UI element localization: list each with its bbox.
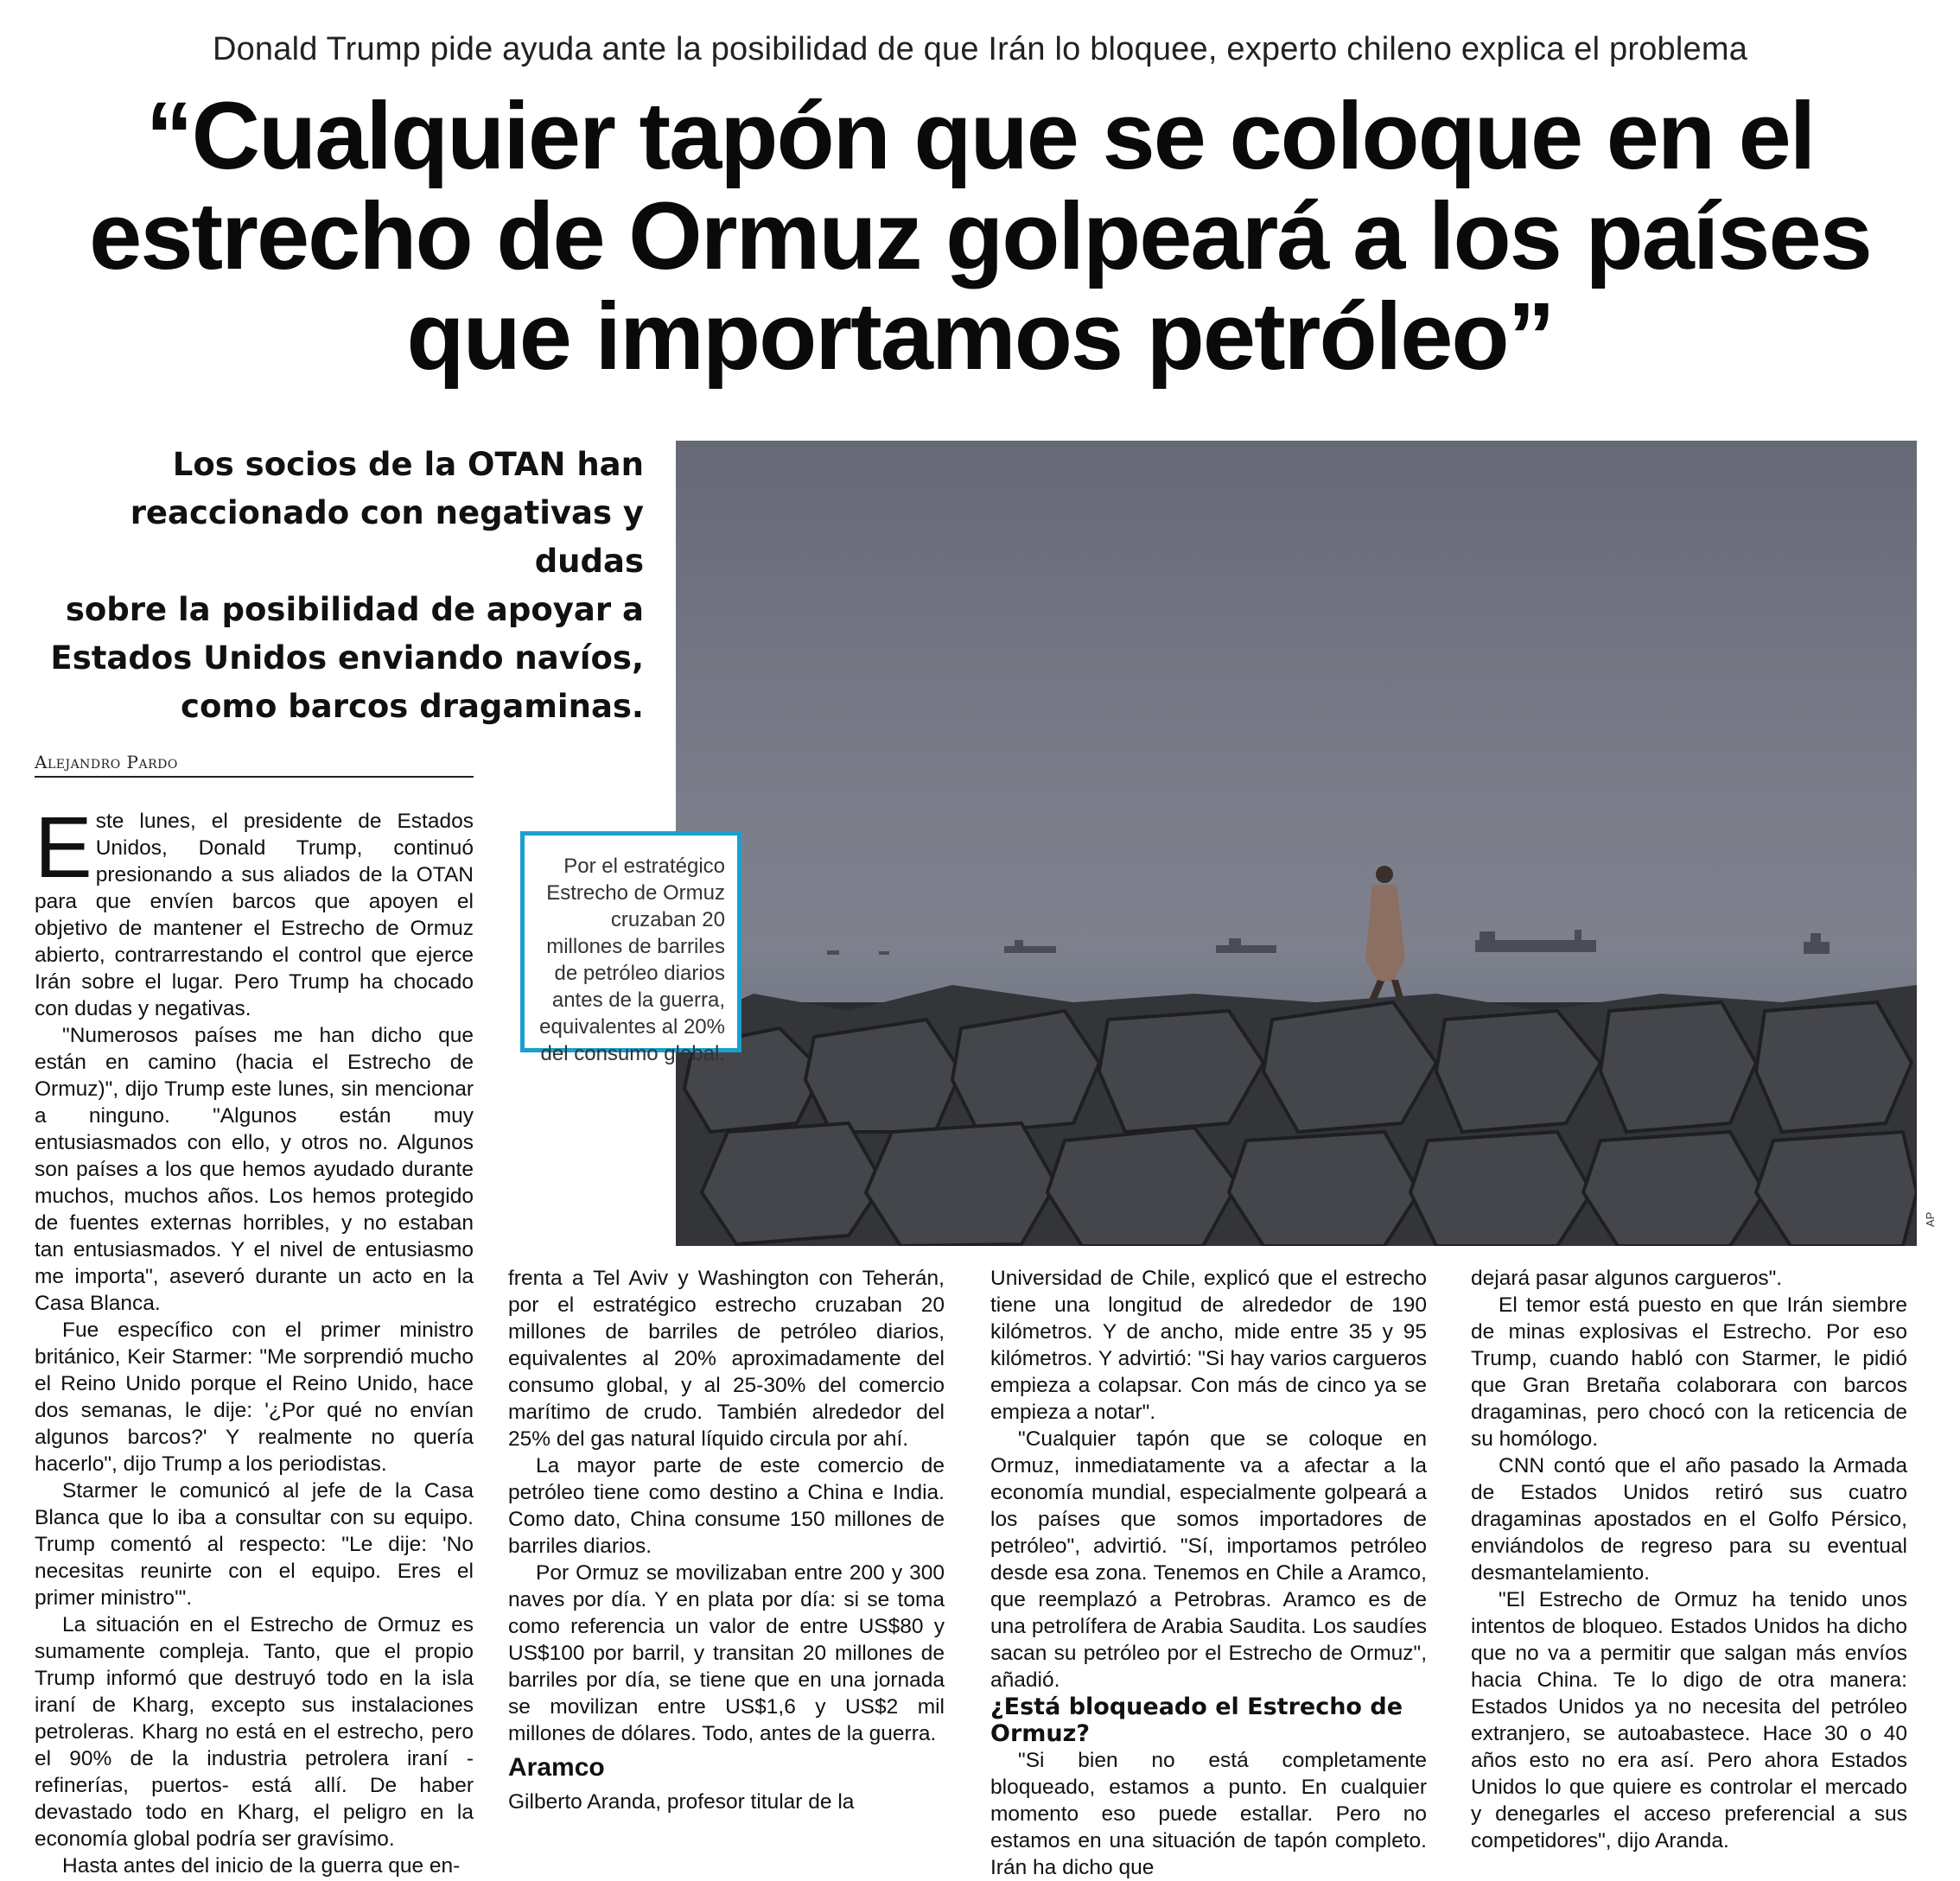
paragraph: CNN contó que el año pasado la Armada de Estados Unidos retiró sus cuatro dragaminas apostados en el Golfo Pérsico, enviándolos de regreso para su eventual desmantelamiento. (1471, 1454, 1907, 1585)
article-column-4 (1471, 1265, 1907, 1854)
paragraph: Gilberto Aranda, profesor titular de la (508, 1790, 855, 1814)
deck-line-4: Estados Unidos enviando navíos, (50, 639, 644, 677)
caption-line-4: millones de barriles (546, 935, 725, 958)
caption-line-6: antes de la guerra, (551, 988, 725, 1012)
deck-line-1: Los socios de la OTAN han (172, 446, 644, 483)
caption-line-7: equivalentes al 20% (539, 1015, 725, 1039)
main-photo (676, 441, 1917, 1246)
article-column-3 (990, 1265, 1427, 1881)
article-column-2 (508, 1265, 945, 1815)
paragraph: "Cualquier tapón que se coloque en Ormuz, inmediatamente va a afectar a la economía mundial, especialmente golpeará a los países que somos importadores de petróleo", advirtió. "Sí, importamos petróleo desde esa zona. Tenemos en Chile a Aramco, que reemplazó a Petrobras. Aramco es de una petrolífera de Arabia Saudita. Los saudíes sacan su petróleo por el Estrecho de Ormuz", añadió. (990, 1427, 1427, 1692)
subheading-bloqueo: ¿Está bloqueado el Estrecho de Ormuz? (990, 1694, 1403, 1747)
caption-line-1: Por el estratégico (563, 855, 725, 878)
headline (52, 83, 1908, 390)
deck-line-2: reaccionado con negativas y dudas (130, 494, 644, 580)
paragraph: Fue específico con el primer ministro británico, Keir Starmer: "Me sorprendió mucho el Reino Unido porque el Reino Unido, hace dos semanas, le dije: '¿Por qué no envían algunos barcos?' Y realmente no quería hacerlo", dijo Trump a los periodistas. (35, 1319, 474, 1476)
caption-line-2: Estrecho de Ormuz (546, 881, 725, 905)
headline-line-1: “Cualquier tapón que se coloque en el (145, 83, 1815, 189)
paragraph: "El Estrecho de Ormuz ha tenido unos intentos de bloqueo. Estados Unidos ha dicho que no va a permitir que salgan más envíos hacia China. Te lo digo de otra manera: Estados Unidos ya no necesita del petróleo extranjero, se autoabastece. Hace 30 o 40 años esto no era así. Pero ahora Estados Unidos lo que quiere es controlar el mercado y denegarles el acceso preferencial a sus competidores", dijo Aranda. (1471, 1588, 1907, 1852)
caption-line-8: del consumo global. (540, 1042, 725, 1065)
paragraph: "Numerosos países me han dicho que están en camino (hacia el Estrecho de Ormuz)", dijo Trump este lunes, sin mencionar a ninguno. "Algunos están muy entusiasmados con ello, y otros no. Algunos son países a los que hemos ayudado durante muchos, muchos años. Los hemos protegido de fuentes externas horribles, y no estaban tan entusiasmados. Y el nivel de entusiasmo me importa", aseveró durante un acto en la Casa Blanca. (35, 1024, 474, 1315)
paragraph: "Si bien no está completamente bloqueado, estamos a punto. En cualquier momento eso puede estallar. Pero no estamos en una situación de tapón completo. Irán ha dicho que (990, 1749, 1427, 1879)
paragraph: Starmer le comunicó al jefe de la Casa Blanca que lo iba a consultar con su equipo. Trump comentó al respecto: "Le dije: 'No necesitas reunirte con el equipo. Eres el primer ministro'". (35, 1479, 474, 1610)
deck-line-3: sobre la posibilidad de apoyar a (65, 591, 644, 628)
sky (676, 441, 1917, 959)
caption-line-5: de petróleo diarios (554, 962, 725, 985)
headline-line-3: que importamos petróleo” (406, 283, 1554, 390)
deck-summary (35, 441, 644, 731)
paragraph: Por Ormuz se movilizaban entre 200 y 300 naves por día. Y en plata por día: si se toma como referencia un valor de entre US$80 y US$100 por barril, y transitan 20 millones de barriles por día, se tiene que en una jornada se movilizan entre US$1,6 y US$2 mil millones de dólares. Todo, antes de la guerra. (508, 1561, 945, 1745)
paragraph: La situación en el Estrecho de Ormuz es sumamente compleja. Tanto, que el propio Trump informó que destruyó todo en la isla iraní de Kharg, excepto sus instalaciones petroleras. Kharg no está en el estrecho, pero el 90% de la industria petrolera iraní -refinerías, puertos- está allí. De haber devastado todo en Kharg, el peligro en la economía global podría ser gravísimo. (35, 1613, 474, 1851)
deck-line-5: como barcos dragaminas. (181, 688, 644, 725)
article-column-1 (35, 799, 474, 1879)
paragraph: Universidad de Chile, explicó que el estrecho tiene una longitud de alrededor de 190 kilómetros. Y de ancho, mide entre 35 y 95 kilómetros. Y advirtió: "Si hay varios cargueros empieza a colapsar. Con más de cinco ya se empieza a notar". (990, 1267, 1427, 1424)
breakwater-rocks (676, 985, 1917, 1246)
paragraph: dejará pasar algunos cargueros". (1471, 1267, 1783, 1290)
paragraph: Hasta antes del inicio de la guerra que en- (62, 1854, 461, 1878)
photo-illustration (676, 441, 1917, 1246)
paragraph (35, 799, 474, 1022)
kicker: Donald Trump pide ayuda ante la posibilidad de que Irán lo bloquee, experto chileno explica el problema (212, 31, 1748, 67)
subheading-aramco: Aramco (508, 1753, 605, 1782)
byline: Alejandro Pardo (35, 752, 474, 778)
paragraph: La mayor parte de este comercio de petróleo tiene como destino a China e India. Como dato, China consume 150 millones de barriles diarios. (508, 1454, 945, 1558)
paragraph-text: ste lunes, el presidente de Estados Unidos, Donald Trump, continuó presionando a sus aliados de la OTAN para que envíen barcos que apoyen el objetivo de mantener el Estrecho de Ormuz abierto, contrarrestando el control que ejerce Irán sobre el lugar. Pero Trump ha chocado con dudas y negativas. (35, 810, 474, 1020)
photo-caption-box (520, 831, 741, 1065)
headline-line-2: estrecho de Ormuz golpeará a los países (89, 183, 1871, 289)
caption-line-3: cruzaban 20 (610, 908, 725, 931)
paragraph: El temor está puesto en que Irán siembre de minas explosivas el Estrecho. Por eso Trump, cuando habló con Starmer, le pidió que Gran Bretaña colaborara con barcos dragaminas, pero chocó con la reticencia de su homólogo. (1471, 1293, 1907, 1451)
drop-cap: E (35, 799, 92, 896)
photo-credit: AP (1924, 1211, 1937, 1227)
paragraph: frenta a Tel Aviv y Washington con Teherán, por el estratégico estrecho cruzaban 20 millones de barriles de petróleo diarios, equivalentes al 20% aproximadamente del consumo global, y al 25-30% del comercio marítimo de crudo. También alrededor del 25% del gas natural líquido circula por ahí. (508, 1267, 945, 1451)
